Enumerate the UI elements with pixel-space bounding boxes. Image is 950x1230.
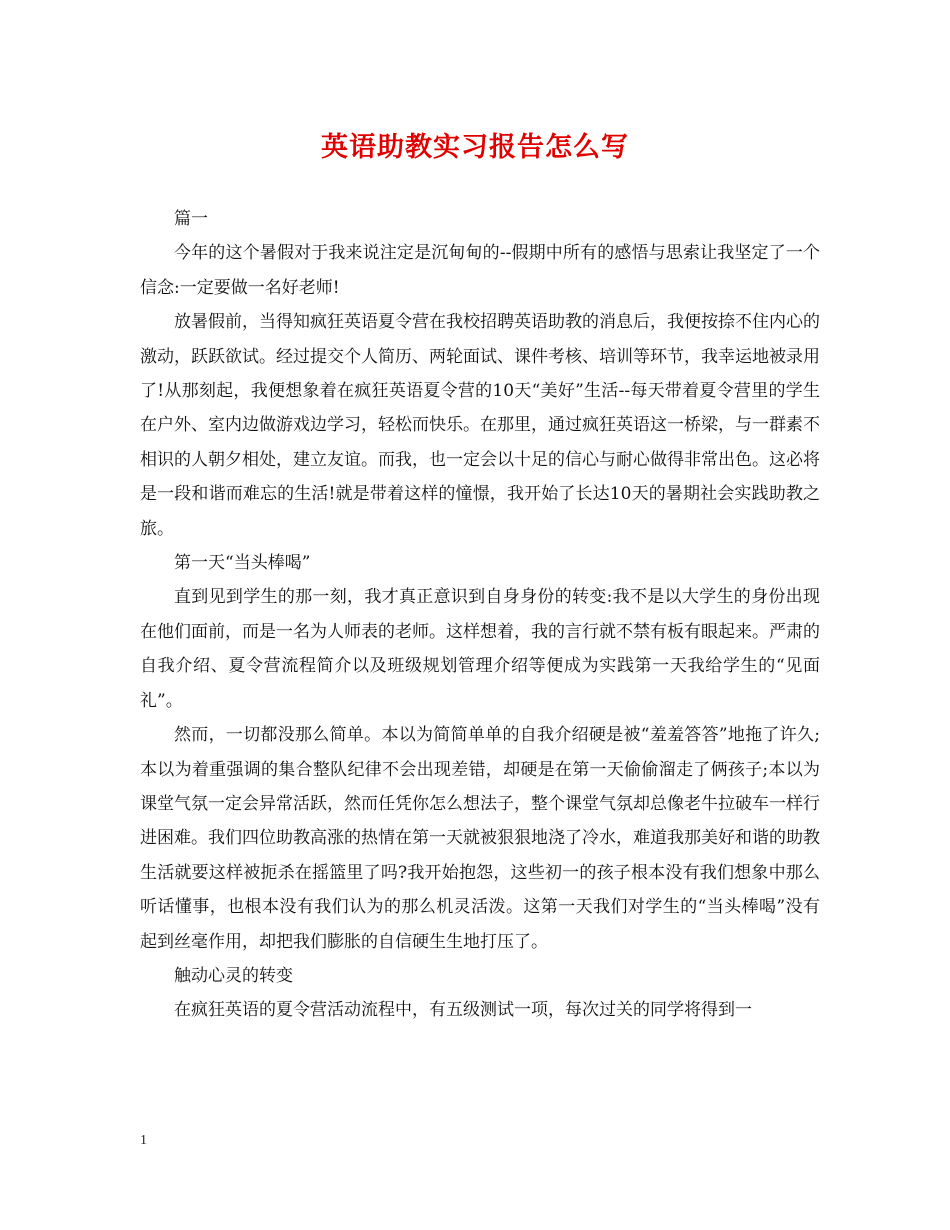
paragraph: 在疯狂英语的夏令营活动流程中，有五级测试一项，每次过关的同学将得到一 xyxy=(174,1000,752,1021)
paragraph: 放暑假前，当得知疯狂英语夏令营在我校招聘英语助教的消息后，我便按捺不住内心的激动，跃跃欲试。经过提交个人简历、两轮面试、课件考核、培训等环节，我幸运地被录用了!从那刻起，我便想象着在疯狂英语夏令营的10天“美好”生活--每天带着夏令营里的学生在户外、室内边做游戏边学习，轻松而快乐。在那里，通过疯狂英语这一桥梁，与一群素不相识的人朝夕相处，建立友谊。而我，也一定会以十足的信心与耐心做得非常出色。这必将是一段和谐而难忘的生活!就是带着这样的憧憬，我开始了长达10天的暑期社会实践助教之旅。 xyxy=(140,312,820,539)
page-number: 1 xyxy=(140,1133,147,1148)
paragraph-subheading: 第一天“当头棒喝” xyxy=(174,553,311,574)
document-title: 英语助教实习报告怎么写 xyxy=(321,132,629,163)
document-body xyxy=(140,202,820,1028)
paragraph-section-label: 篇一 xyxy=(174,209,208,229)
paragraph-subheading: 触动心灵的转变 xyxy=(174,965,293,986)
paragraph: 然而，一切都没那么简单。本以为简简单单的自我介绍硬是被“羞羞答答”地拖了许久;本以为着重强调的集合整队纪律不会出现差错，却硬是在第一天偷偷溜走了俩孩子;本以为课堂气氛一定会异常活跃，然而任凭你怎么想法子，整个课堂气氛却总像老牛拉破车一样行进困难。我们四位助教高涨的热情在第一天就被狠狠地浇了冷水，难道我那美好和谐的助教生活就要这样被扼杀在摇篮里了吗?我开始抱怨，这些初一的孩子根本没有我们想象中那么听话懂事，也根本没有我们认为的那么机灵活泼。这第一天我们对学生的“当头棒喝”没有起到丝毫作用，却把我们膨胀的自信硬生生地打压了。 xyxy=(140,725,820,952)
paragraph: 今年的这个暑假对于我来说注定是沉甸甸的--假期中所有的感悟与思索让我坚定了一个信念:一定要做一名好老师! xyxy=(140,243,820,298)
paragraph: 直到见到学生的那一刻，我才真正意识到自身身份的转变:我不是以大学生的身份出现在他们面前，而是一名为人师表的老师。这样想着，我的言行就不禁有板有眼起来。严肃的自我介绍、夏令营流程简介以及班级规划管理介绍等便成为实践第一天我给学生的“见面礼”。 xyxy=(140,587,820,711)
